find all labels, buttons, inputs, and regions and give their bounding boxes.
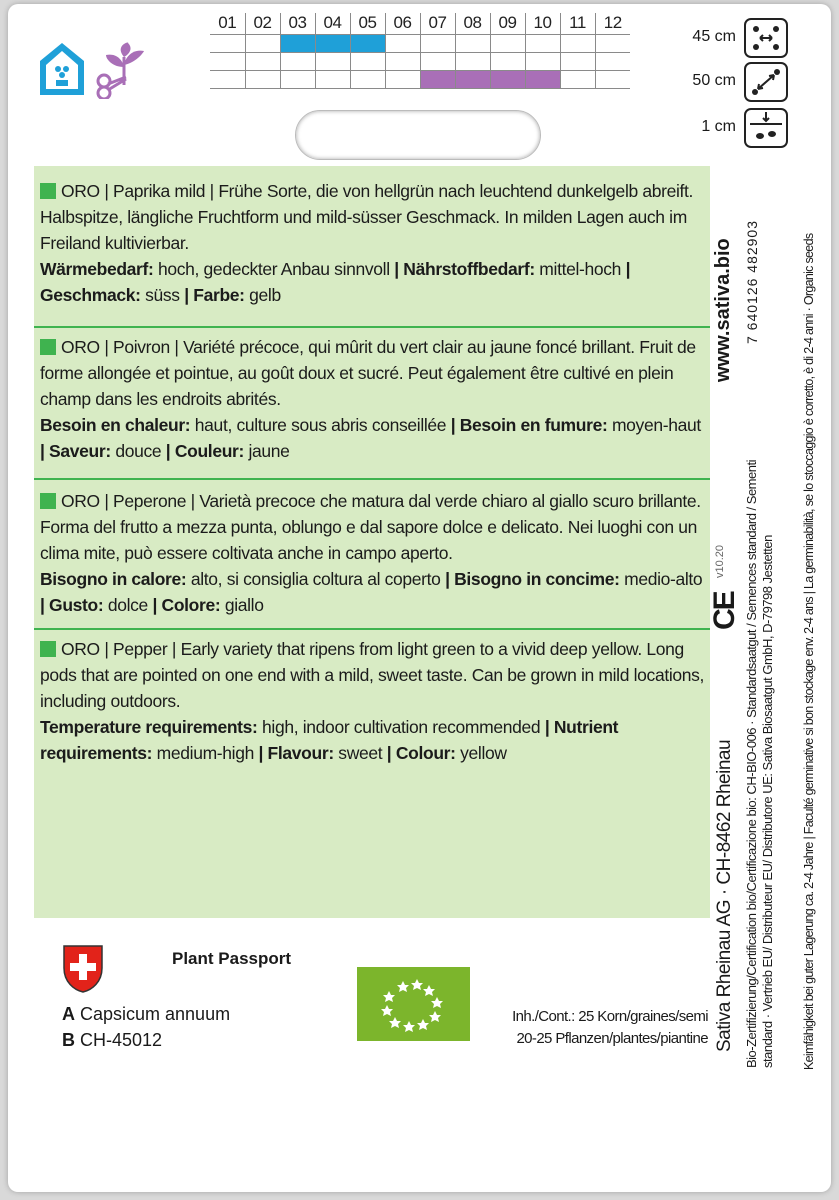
- version-label: v10.20: [714, 544, 726, 578]
- en-value-2: medium-high: [152, 743, 259, 763]
- eu-organic-logo: [357, 967, 470, 1041]
- it-value-3: dolce: [103, 595, 153, 615]
- fr-value-1: haut, culture sous abris conseillée: [190, 415, 451, 435]
- swiss-shield-icon: [62, 944, 104, 994]
- fr-value-3: douce: [110, 441, 166, 461]
- it-label-2: | Bisogno in concime:: [445, 569, 620, 589]
- month-label: 12: [595, 13, 630, 34]
- passport-b-value: CH-45012: [75, 1030, 163, 1050]
- green-square-icon: [40, 641, 56, 657]
- calendar-cell: [245, 52, 280, 70]
- sowing-cell: [385, 34, 420, 52]
- green-square-icon: [40, 339, 56, 355]
- it-value-4: giallo: [220, 595, 264, 615]
- plant-spacing-icon: [744, 62, 788, 102]
- calendar-cell: [455, 52, 490, 70]
- it-value-1: alto, si consiglia coltura al coperto: [186, 569, 446, 589]
- fr-label-1: Besoin en chaleur:: [40, 415, 191, 435]
- company-address: Sativa Rheinau AG · CH-8462 Rheinau: [714, 739, 735, 1052]
- sowing-cell: [490, 34, 525, 52]
- contents-line-1: Inh./Cont.: 25 Korn/graines/semi: [512, 1008, 708, 1025]
- side-certification-column: [744, 172, 775, 1072]
- en-label-4: | Colour:: [386, 743, 456, 763]
- calendar-cell: [315, 52, 350, 70]
- sowing-cell: [525, 34, 560, 52]
- side-website-column: [708, 172, 734, 542]
- en-label-1: Temperature requirements:: [40, 717, 258, 737]
- green-square-icon: [40, 493, 56, 509]
- de-label-4: | Farbe:: [184, 285, 245, 305]
- calendar-cell: [490, 52, 525, 70]
- passport-a-value: Capsicum annuum: [75, 1004, 231, 1024]
- it-value-2: medio-alto: [619, 569, 703, 589]
- harvest-cell: [455, 70, 490, 88]
- en-label-3: | Flavour:: [258, 743, 334, 763]
- month-label: 02: [245, 13, 280, 34]
- section-de: [40, 178, 706, 308]
- harvest-cell: [490, 70, 525, 88]
- de-value-1: hoch, gedeckter Anbau sinnvoll: [153, 259, 395, 279]
- fr-label-3: | Saveur:: [40, 441, 111, 461]
- harvest-cell: [315, 70, 350, 88]
- month-label: 01: [210, 13, 245, 34]
- it-label-3: | Gusto:: [40, 595, 104, 615]
- sowing-cell: [210, 34, 245, 52]
- sowing-cell: [315, 34, 350, 52]
- month-label: 03: [280, 13, 315, 34]
- plant-passport: [62, 944, 352, 1054]
- en-value-1: high, indoor cultivation recommended: [257, 717, 545, 737]
- plant-passport-title: Plant Passport: [172, 949, 292, 968]
- section-en: [40, 636, 706, 766]
- harvest-cell: [350, 70, 385, 88]
- sowing-depth: [680, 108, 790, 146]
- ce-mark: CE: [708, 592, 741, 630]
- harvest-cell: [595, 70, 630, 88]
- de-label-1: Wärmebedarf:: [40, 259, 154, 279]
- month-label: 11: [560, 13, 595, 34]
- harvest-cell: [210, 70, 245, 88]
- de-value-4: gelb: [244, 285, 281, 305]
- contents-line-2: 20-25 Pflanzen/plantes/piantine: [516, 1030, 708, 1047]
- certification-line-2: standard · Vertrieb EU/ Distributeur EU/ Distributore UE: Sativa Biosaatgut GmbH, D-79798 Jestetten: [760, 535, 775, 1068]
- row-spacing-label: 45 cm: [692, 28, 736, 45]
- row-spacing: [680, 18, 790, 56]
- calendar-cell: [525, 52, 560, 70]
- de-label-2: | Nährstoffbedarf:: [394, 259, 535, 279]
- calendar-cell: [385, 52, 420, 70]
- en-value-4: yellow: [455, 743, 507, 763]
- month-label: 10: [525, 13, 560, 34]
- fr-label-4: | Couleur:: [165, 441, 244, 461]
- plant-spacing: [680, 62, 790, 100]
- sowing-depth-icon: [744, 108, 788, 148]
- germination-note: Keimfähigkeit bei guter Lagerung ca. 2-4 Jahre | Faculté germinative si bon stockage env. 2-4 ans | La germinabilità, se lo stoccaggio è corretto, è di 2-4 anni · Organic seeds: [802, 233, 816, 1070]
- sowing-depth-label: 1 cm: [701, 118, 736, 135]
- harvest-cell: [420, 70, 455, 88]
- section-divider: [34, 478, 710, 480]
- month-label: 07: [420, 13, 455, 34]
- calendar-cell: [280, 52, 315, 70]
- harvest-cell: [245, 70, 280, 88]
- month-label: 05: [350, 13, 385, 34]
- en-intro: ORO | Pepper | Early variety that ripens from light green to a vivid deep yellow. Long pods that are pointed on one end with a mild, sweet taste. Can be grown in mild locations, including outdoors.: [40, 639, 705, 711]
- seed-packet-back: [8, 4, 831, 1192]
- en-label-2: | Nutrient requirements:: [40, 717, 619, 763]
- calendar-cell: [350, 52, 385, 70]
- sowing-cell: [595, 34, 630, 52]
- row-spacing-icon: [744, 18, 788, 58]
- planting-out-icon: [94, 39, 152, 99]
- side-version-column: [708, 544, 741, 630]
- section-it: [40, 488, 706, 618]
- barcode-number: 7 640126 482903: [744, 220, 760, 344]
- calendar-cell: [420, 52, 455, 70]
- harvest-cell: [385, 70, 420, 88]
- sowing-cell: [245, 34, 280, 52]
- en-value-3: sweet: [333, 743, 387, 763]
- side-germination-column: [802, 172, 828, 1072]
- certification-line-1: Bio-Zertifizierung/Certification bio/Certificazione bio: CH-BIO-006 · Standardsaatgut / Semences standard / Sementi: [744, 460, 759, 1068]
- section-fr: [40, 334, 706, 464]
- calendar-cell: [210, 52, 245, 70]
- fr-label-2: | Besoin en fumure:: [450, 415, 608, 435]
- de-label-3: | Geschmack:: [40, 259, 631, 305]
- sowing-cell: [420, 34, 455, 52]
- de-intro: ORO | Paprika mild | Frühe Sorte, die von hellgrün nach leuchtend dunkelgelb abreift. Halbspitze, längliche Fruchtform und mild-süsser Geschmack. In milden Lagen auch im Freiland kultivierbar.: [40, 181, 694, 253]
- sowing-cell: [350, 34, 385, 52]
- sowing-cell: [560, 34, 595, 52]
- fr-value-2: moyen-haut: [607, 415, 701, 435]
- it-label-1: Bisogno in calore:: [40, 569, 187, 589]
- month-label: 09: [490, 13, 525, 34]
- calendar-cell: [560, 52, 595, 70]
- passport-line-b: [62, 1030, 162, 1051]
- description-panel: [34, 166, 710, 918]
- month-label: 04: [315, 13, 350, 34]
- green-square-icon: [40, 183, 56, 199]
- it-label-4: | Colore:: [152, 595, 221, 615]
- greenhouse-sowing-icon: [36, 39, 88, 99]
- section-divider: [34, 628, 710, 630]
- section-divider: [34, 326, 710, 328]
- fr-value-4: jaune: [243, 441, 290, 461]
- sowing-cell: [455, 34, 490, 52]
- de-value-3: süss: [140, 285, 185, 305]
- hanging-hole: [295, 110, 541, 160]
- harvest-cell: [280, 70, 315, 88]
- growing-calendar: [210, 13, 630, 89]
- fr-intro: ORO | Poivron | Variété précoce, qui mûrit du vert clair au jaune foncé brillant. Fruit de forme allongée et pointue, au goût doux et sucré. Peut également être cultivé en plein champ dans les endroits abrités.: [40, 337, 696, 409]
- month-label: 06: [385, 13, 420, 34]
- calendar-cell: [595, 52, 630, 70]
- sowing-cell: [280, 34, 315, 52]
- harvest-cell: [525, 70, 560, 88]
- it-intro: ORO | Peperone | Varietà precoce che matura dal verde chiaro al giallo scuro brillante. Forma del frutto a mezza punta, oblungo e dal sapore dolce e delicato. Nei luoghi con un clima mite, può essere coltivata anche in campo aperto.: [40, 491, 701, 563]
- de-value-2: mittel-hoch: [534, 259, 626, 279]
- month-label: 08: [455, 13, 490, 34]
- harvest-cell: [560, 70, 595, 88]
- passport-b-label: B: [62, 1030, 75, 1050]
- packet-contents: [476, 1006, 708, 1050]
- passport-a-label: A: [62, 1004, 75, 1024]
- passport-line-a: [62, 1004, 230, 1025]
- plant-spacing-label: 50 cm: [692, 72, 736, 89]
- website-link: www.sativa.bio: [712, 238, 734, 382]
